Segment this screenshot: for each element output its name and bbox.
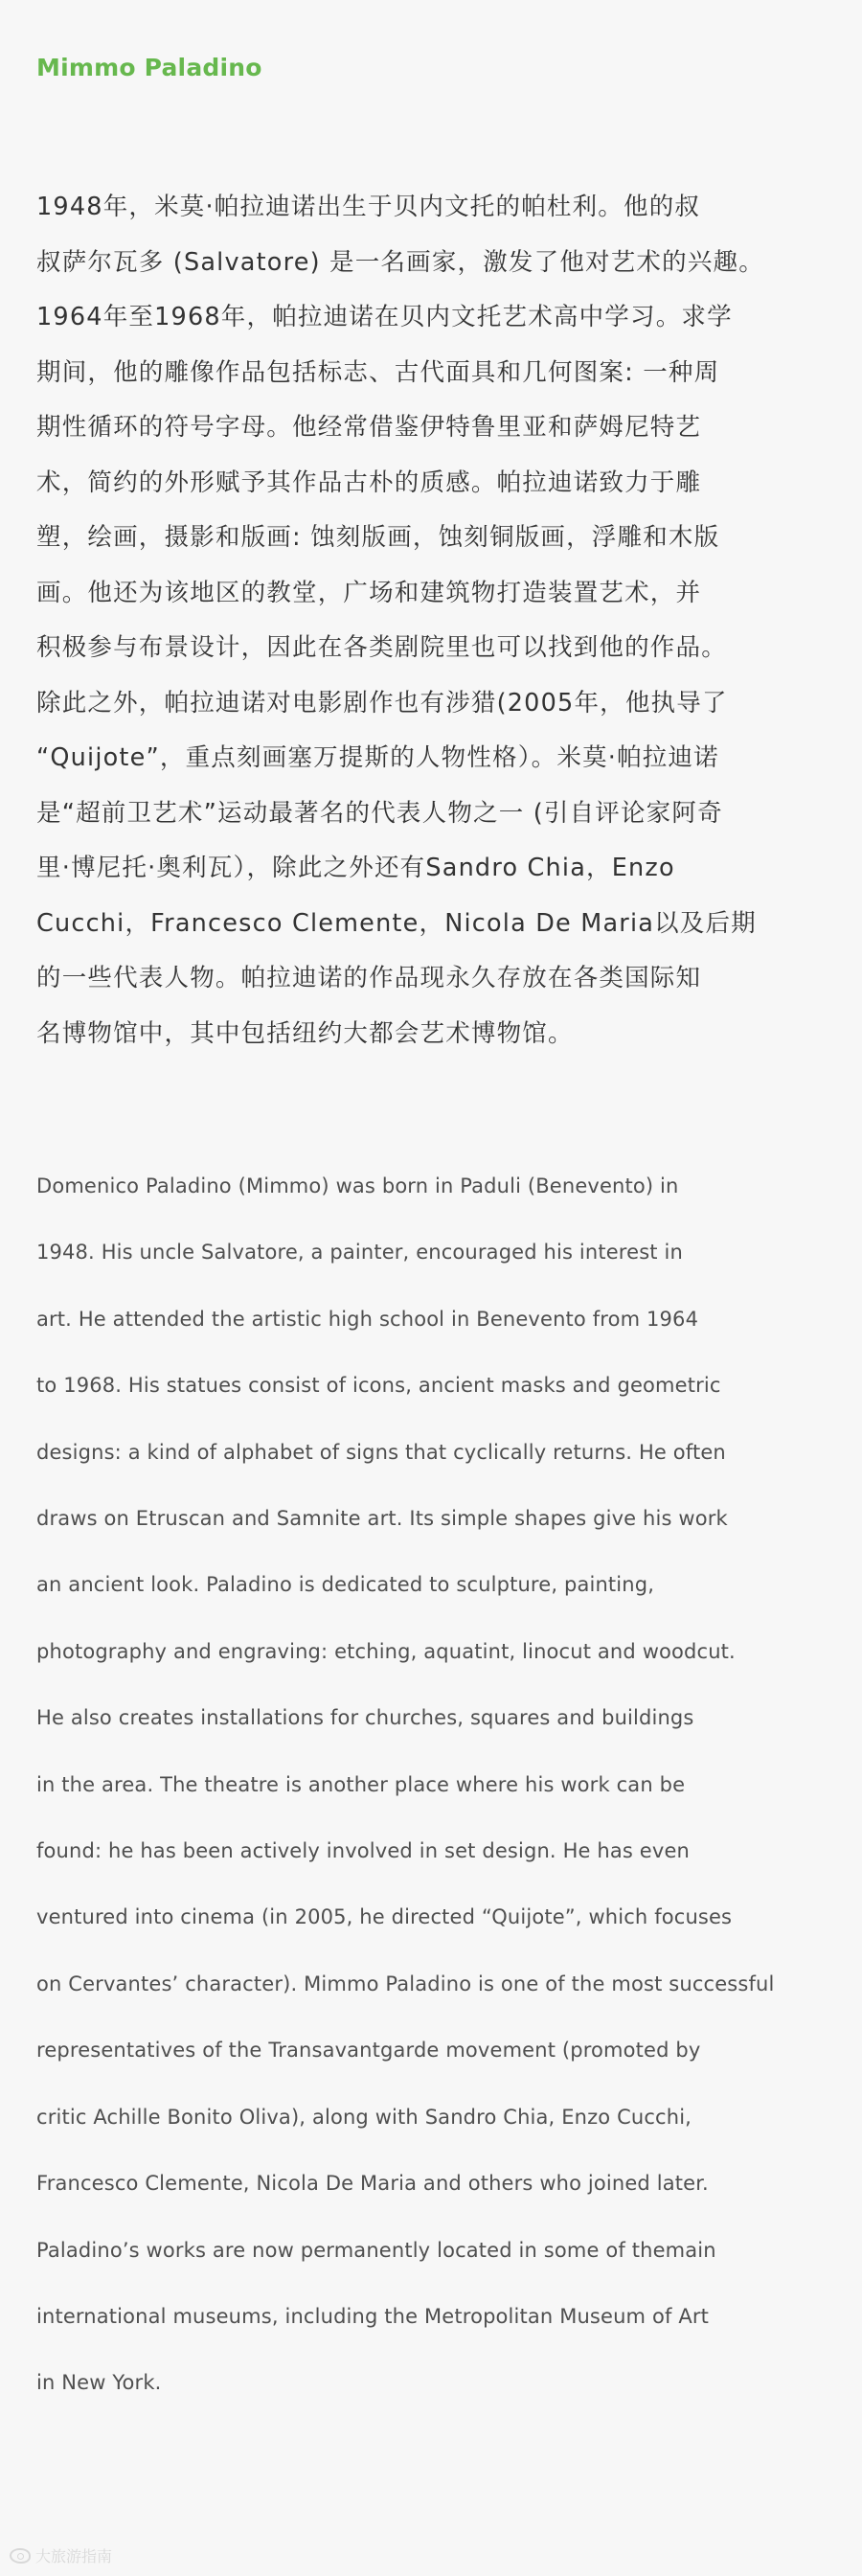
watermark-text: 大旅游指南 (35, 2547, 113, 2565)
article-title: Mimmo Paladino (36, 54, 262, 81)
chinese-biography: 1948年，米莫·帕拉迪诺出生于贝内文托的帕杜利。他的叔 叔萨尔瓦多 (Salvatore) 是一名画家，激发了他对艺术的兴趣。 1964年至1968年，帕拉迪诺在贝内文托艺术高中学习。求学 期间，他的雕像作品包括标志、古代面具和几何图案: 一种周 期性循环的符号字母。他经常借鉴伊特鲁里亚和萨姆尼特艺 术，简约的外形赋予其作品古朴的质感。帕拉迪诺致力于雕 塑，绘画，摄影和版画: 蚀刻版画，蚀刻铜版画，浮雕和木版 画。他还为该地区的教堂，广场和建筑物打造装置艺术，并 积极参与布景设计，因此在各类剧院里也可以找到他的作品。 除此之外，帕拉迪诺对电影剧作也有涉猎(2005年，他执导了 “Quijote”，重点刻画塞万提斯的人物性格）。米莫·帕拉迪诺 是“超前卫艺术”运动最著名的代表人物之一 (引自评论家阿奇 里·博尼托·奥利瓦），除此之外还有Sandro Chia，Enzo Cucchi，Francesco Clemente，Nicola De Maria以及后期 的一些代表人物。帕拉迪诺的作品现永久存放在各类国际知 名博物馆中，其中包括纽约大都会艺术博物馆。 (36, 193, 764, 1048)
watermark (10, 2544, 112, 2566)
english-biography: Domenico Paladino (Mimmo) was born in Paduli (Benevento) in 1948. His uncle Salvatore, a painter, encouraged his interest in art. He attended the artistic high school in Benevento from 1964 to 1968. His statues consist of icons, ancient masks and geometric designs: a kind of alphabet of signs that cyclically returns. He often draws on Etruscan and Samnite art. Its simple shapes give his work an ancient look. Paladino is dedicated to sculpture, painting, photography and engraving: etching, aquatint, linocut and woodcut. He also creates installations for churches, squares and buildings in the area. The theatre is another place where his work can be found: he has been actively involved in set design. He has even ventured into cinema (in 2005, he directed “Quijote”, which focuses on Cervantes’ character). Mimmo Paladino is one of the most successful representatives of the Transavantgarde movement (promoted by critic Achille Bonito Oliva), along with Sandro Chia, Enzo Cucchi, Francesco Clemente, Nicola De Maria and others who joined later. Paladino’s works are now permanently located in some of themain international museums, including the Metropolitan Museum of Art in New York. (36, 1174, 775, 2395)
watermark-logo-icon (10, 2548, 31, 2564)
